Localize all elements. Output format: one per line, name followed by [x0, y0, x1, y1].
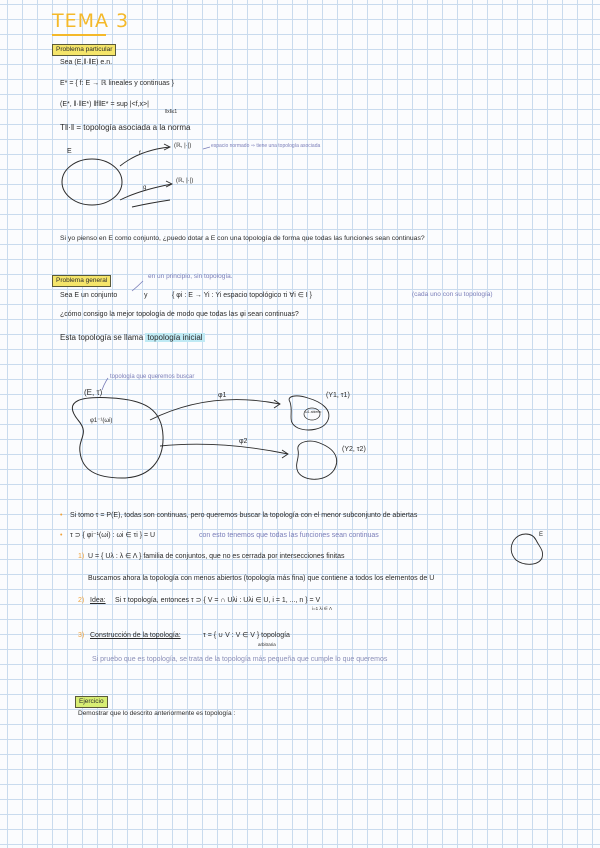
exercise-heading: Ejercicio — [75, 696, 108, 708]
item2-number: 2) — [78, 597, 85, 604]
diagram2-label-phi2: φ2 — [239, 438, 248, 445]
item2-label: Idea: — [90, 597, 106, 604]
diagram2-label-open: ω1 abierto — [305, 410, 322, 414]
item3-text: τ = { ∪ V : V ∈ V } topología — [203, 632, 290, 639]
general-line2: ¿cómo consigo la mejor topología de modo que todas las φi sean continuas? — [60, 311, 299, 318]
general-line1-c: { φi : E → Yi : Yi espacio topológico τi ∀i ∈ I } — [172, 292, 312, 299]
diagram2-label-Y1: (Y1, τ1) — [326, 392, 350, 399]
item1-number: 1) — [78, 553, 85, 560]
item3-number: 3) — [78, 632, 85, 639]
general-annotation: en un principio, sin topología. — [148, 273, 233, 280]
fig1-label-g: g — [143, 185, 147, 191]
particular-line1: Sea (E,‖·‖E) e.n. — [60, 59, 113, 66]
particular-question: Si yo pienso en E como conjunto, ¿puedo dotar a E con una topología de forma que todas las funciones sean continuas? — [60, 235, 425, 242]
set-E-small-blob — [511, 534, 542, 564]
general-line1-a: Sea E un conjunto — [60, 292, 118, 299]
particular-line3-sub: ‖x‖≤1 — [165, 109, 178, 115]
particular-line2: E* = { f: E → ℝ lineales y continuas } — [60, 80, 174, 87]
fig1-label-f: f — [139, 151, 141, 157]
small-blob-label-E: E — [539, 532, 544, 538]
diagram2-annotation: topología que queremos buscar — [110, 374, 195, 380]
particular-line4: T‖·‖ = topología asociada a la norma — [60, 123, 191, 132]
note1-bullet: • — [60, 512, 63, 519]
note2-text-a: τ ⊃ { φi⁻¹(ωi) : ωi ∈ τi } = U — [70, 532, 156, 539]
item2-subscript: i=1 λi ∈ Λ — [312, 606, 333, 611]
diagram2-label-Y2: (Y2, τ2) — [342, 446, 366, 453]
page-title: TEMA 3 — [52, 10, 130, 32]
general-line3-pre: Esta topología se llama — [60, 333, 144, 342]
particular-heading: Problema particular — [52, 44, 116, 56]
general-line1-b: y — [144, 292, 148, 299]
general-line1-note: (cada uno con su topología) — [412, 291, 493, 298]
general-heading: Problema general — [52, 275, 111, 287]
general-line3-highlight: topología inicial — [147, 333, 203, 342]
exercise-text: Demostrar que lo descrito anteriormente es topología : — [78, 710, 236, 717]
diagram2-label-phi1: φ1 — [218, 392, 227, 399]
diagram2-label-E: (E, τ) — [84, 388, 103, 397]
diagram2-label-preimage: φ1⁻¹(ωi) — [90, 418, 113, 424]
item2-text: Si τ topología, entonces τ ⊃ { V = ∩ Uλi : Uλi ∈ U, i = 1, ..., n } = V — [115, 597, 321, 604]
fig1-label-R2: (ℝ, |·|) — [176, 178, 194, 184]
item3-label: Construcción de la topología: — [90, 632, 181, 639]
fig1-label-R1: (ℝ, |·|) — [174, 143, 192, 149]
fig1-note: espacio normado ⇒ tiene una topología asociada — [211, 143, 321, 149]
item3-note: Si pruebo que es topología, se trata de la topología más pequeña que cumple lo que queremos — [92, 656, 388, 663]
note1-text: Si tomo τ = P(E), todas son continuas, pero queremos buscar la topología con el menor subconjunto de abiertas — [70, 512, 418, 519]
particular-line3: (E*, ‖·‖E*) ‖f‖E* = sup |<f,x>| — [60, 101, 149, 108]
note2-text-b: con esto tenemos que todas las funciones sean continuas — [199, 532, 379, 539]
note2-bullet: • — [60, 532, 63, 539]
item1-text: U = { Uλ : λ ∈ Λ } familia de conjuntos, que no es cerrada por intersecciones finitas — [88, 553, 345, 560]
item3-subscript: arbitraria — [258, 642, 276, 647]
buscamos-text: Buscamos ahora la topología con menos abiertos (topología más fina) que contiene a todos los elementos de U — [88, 575, 435, 582]
fig1-label-E: E — [67, 148, 72, 155]
